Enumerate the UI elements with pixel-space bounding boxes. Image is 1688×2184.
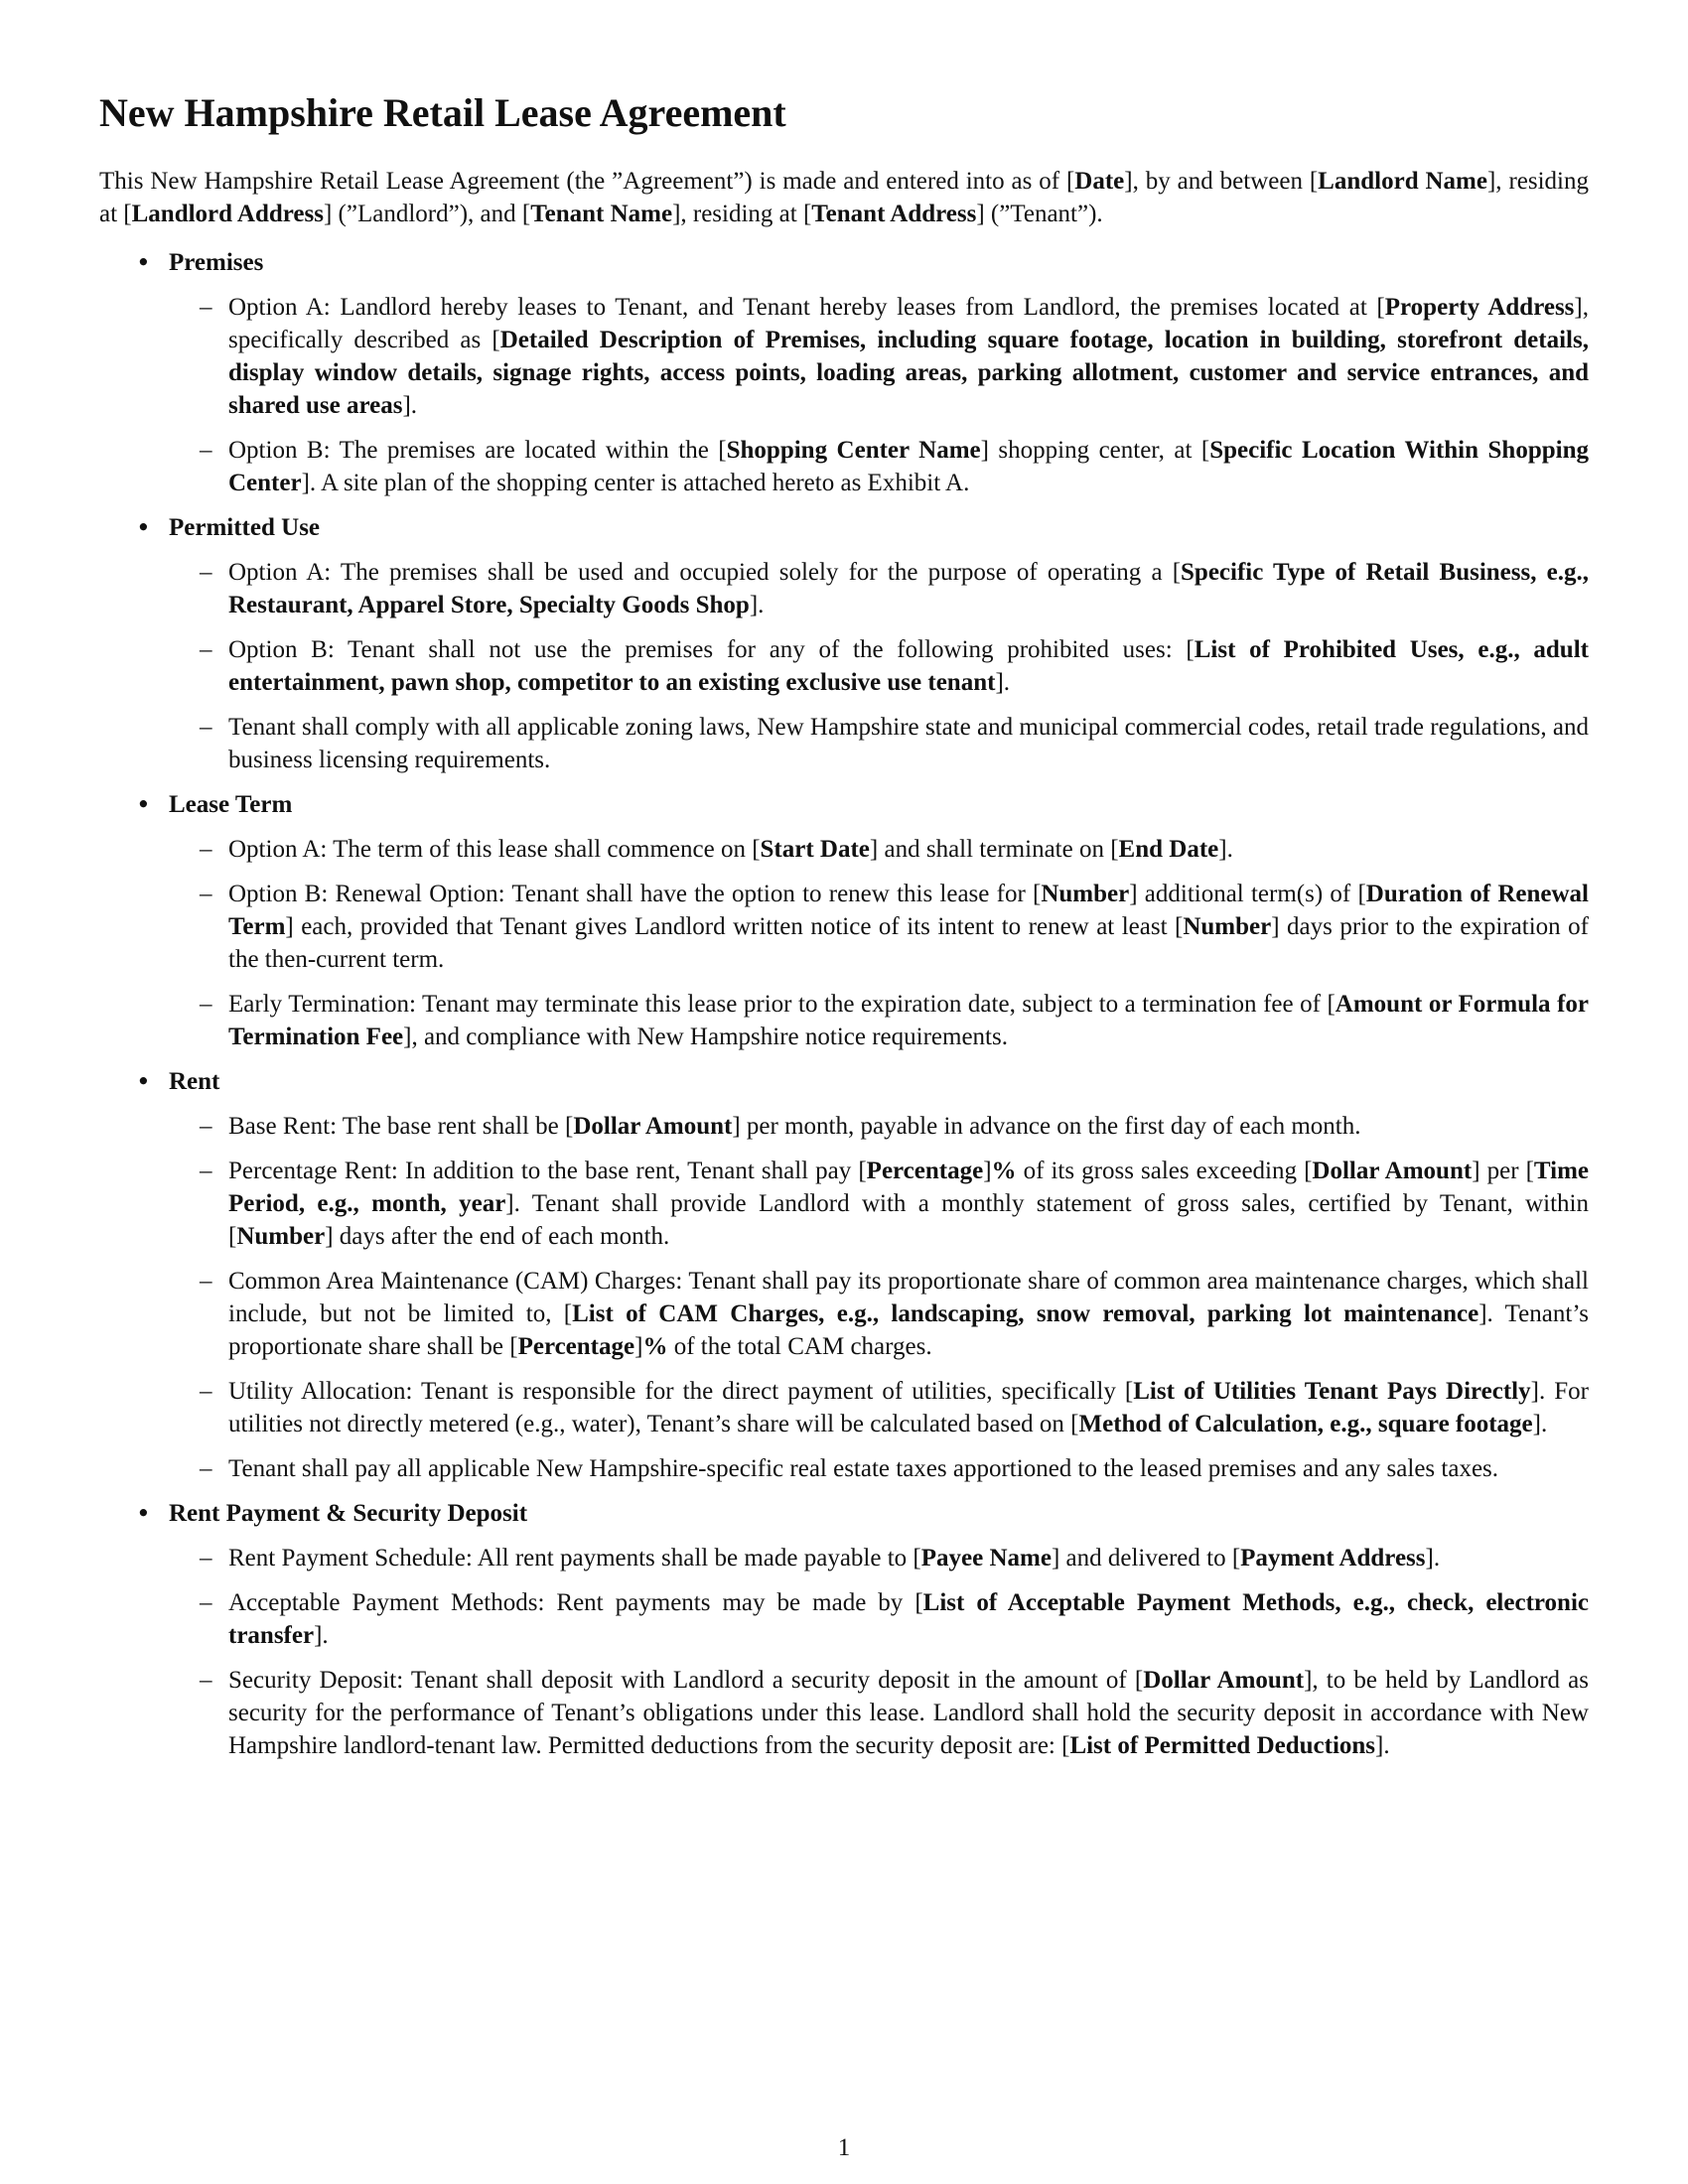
clause-items	[169, 556, 1589, 776]
text-run: ].	[1375, 1732, 1390, 1759]
placeholder-field: Number	[236, 1223, 326, 1250]
bullet-icon: •	[136, 248, 151, 277]
clause-items	[169, 1542, 1589, 1762]
placeholder-field: Dollar Amount	[1143, 1667, 1305, 1694]
text-run: ] each, provided that Tenant gives Landlord written notice of its intent to renew at least [	[285, 913, 1184, 940]
text-run: This New Hampshire Retail Lease Agreement (the ”Agreement”) is made and entered into as of [	[99, 168, 1075, 195]
placeholder-field: %	[642, 1333, 668, 1360]
clause-item	[169, 1110, 1589, 1143]
clause-item	[169, 711, 1589, 776]
placeholder-field: Percentage	[517, 1333, 635, 1360]
text-run: Option A: The term of this lease shall commence on [	[228, 836, 761, 863]
text-run: Option A: The premises shall be used and occupied solely for the purpose of operating a [	[228, 559, 1182, 586]
dash-icon: –	[200, 1545, 212, 1571]
section-title: Lease Term	[169, 791, 293, 818]
placeholder-field: %	[991, 1158, 1017, 1184]
placeholder-field: Percentage	[866, 1158, 984, 1184]
text-run: ]. For utilities not directly metered (e.g., water), Tenant’s share will be calculated based on [	[228, 1378, 1589, 1437]
text-run: ].	[1425, 1545, 1441, 1571]
placeholder-field: Start Date	[760, 836, 870, 863]
text-run: ].	[402, 392, 418, 419]
text-run: of the total CAM charges.	[667, 1333, 932, 1360]
section-title: Rent	[169, 1068, 220, 1095]
text-run: ] (”Landlord”), and [	[323, 201, 531, 227]
text-run: ]. Tenant’s proportionate share shall be [	[228, 1300, 1589, 1360]
placeholder-field: Detailed Description of Premises, including square footage, location in building, storefront details, display window details, signage rights, access points, loading areas, parking allotment, customer and service entrances, and shared use areas	[228, 327, 1589, 419]
text-run: Security Deposit: Tenant shall deposit with Landlord a security deposit in the amount of [	[228, 1667, 1144, 1694]
text-run: ].	[1218, 836, 1233, 863]
clause-item	[169, 988, 1589, 1053]
bullet-icon: •	[136, 513, 151, 542]
section-rent-payment-security-deposit	[99, 1497, 1589, 1762]
dash-icon: –	[200, 1667, 212, 1694]
text-run: ] shopping center, at [	[980, 437, 1210, 464]
text-run: ], residing at [	[672, 201, 812, 227]
dash-icon: –	[200, 559, 212, 586]
intro-paragraph	[99, 165, 1589, 230]
text-run: Option A: Landlord hereby leases to Tenant, and Tenant hereby leases from Landlord, the premises located at [	[228, 294, 1385, 321]
clause-item	[169, 1586, 1589, 1652]
text-run: ] per month, payable in advance on the first day of each month.	[732, 1113, 1361, 1140]
dash-icon: –	[200, 636, 212, 663]
text-run: ] days after the end of each month.	[325, 1223, 670, 1250]
text-run: ]	[634, 1333, 643, 1360]
text-run: Early Termination: Tenant may terminate this lease prior to the expiration date, subject to a termination fee of [	[228, 991, 1336, 1018]
clause-items	[169, 833, 1589, 1053]
text-run: Option B: Renewal Option: Tenant shall have the option to renew this lease for [	[228, 881, 1042, 907]
placeholder-field: Method of Calculation, e.g., square footage	[1078, 1411, 1533, 1437]
text-run: ].	[314, 1622, 329, 1649]
text-run: ] additional term(s) of [	[1129, 881, 1366, 907]
section-title: Premises	[169, 249, 264, 276]
document-title: New Hampshire Retail Lease Agreement	[99, 90, 786, 135]
text-run: of its gross sales exceeding [	[1016, 1158, 1313, 1184]
text-run: ], specifically described as [	[228, 294, 1589, 353]
placeholder-field: Number	[1041, 881, 1130, 907]
placeholder-field: Landlord Name	[1318, 168, 1487, 195]
clause-item	[169, 1155, 1589, 1253]
bullet-icon: •	[136, 1067, 151, 1096]
text-run: Utility Allocation: Tenant is responsible for the direct payment of utilities, specifically [	[228, 1378, 1134, 1405]
dash-icon: –	[200, 881, 212, 907]
clause-item	[169, 1265, 1589, 1363]
clause-item	[169, 633, 1589, 699]
dash-icon: –	[200, 1113, 212, 1140]
placeholder-field: Date	[1074, 168, 1125, 195]
bullet-icon: •	[136, 1499, 151, 1528]
clause-item	[169, 1664, 1589, 1762]
placeholder-field: End Date	[1118, 836, 1219, 863]
placeholder-field: List of Acceptable Payment Methods, e.g., check, electronic transfer	[228, 1589, 1589, 1649]
section-permitted-use	[99, 511, 1589, 776]
placeholder-field: Tenant Address	[811, 201, 977, 227]
text-run: Tenant shall pay all applicable New Hampshire-specific real estate taxes apportioned to the leased premises and any sales taxes.	[228, 1455, 1499, 1482]
section-title: Permitted Use	[169, 514, 321, 541]
section-premises	[99, 246, 1589, 499]
text-run: Tenant shall comply with all applicable zoning laws, New Hampshire state and municipal commercial codes, retail trade regulations, and business licensing requirements.	[228, 714, 1589, 773]
dash-icon: –	[200, 836, 212, 863]
text-run: ] days prior to the expiration of the then-current term.	[228, 913, 1589, 973]
dash-icon: –	[200, 1378, 212, 1405]
text-run: Rent Payment Schedule: All rent payments shall be made payable to [	[228, 1545, 921, 1571]
text-run: ] per [	[1472, 1158, 1534, 1184]
clause-items	[169, 1110, 1589, 1485]
text-run: ] and delivered to [	[1051, 1545, 1241, 1571]
text-run: Percentage Rent: In addition to the base rent, Tenant shall pay [	[228, 1158, 867, 1184]
text-run: ].	[1532, 1411, 1548, 1437]
dash-icon: –	[200, 1589, 212, 1616]
dash-icon: –	[200, 1268, 212, 1295]
dash-icon: –	[200, 1158, 212, 1184]
clause-item	[169, 1452, 1589, 1485]
text-run: ], by and between [	[1124, 168, 1319, 195]
document-page	[99, 79, 1589, 2105]
placeholder-field: Shopping Center Name	[726, 437, 981, 464]
placeholder-field: Time Period, e.g., month, year	[228, 1158, 1589, 1217]
text-run: Option B: The premises are located within the [	[228, 437, 727, 464]
dash-icon: –	[200, 437, 212, 464]
clause-item	[169, 878, 1589, 976]
clause-item	[169, 1542, 1589, 1574]
placeholder-field: Specific Type of Retail Business, e.g., Restaurant, Apparel Store, Specialty Goods Shop	[228, 559, 1589, 618]
text-run: ]	[983, 1158, 992, 1184]
clause-item	[169, 1375, 1589, 1440]
text-run: Acceptable Payment Methods: Rent payments may be made by [	[228, 1589, 923, 1616]
clause-item	[169, 434, 1589, 499]
section-rent	[99, 1065, 1589, 1485]
placeholder-field: Dollar Amount	[573, 1113, 733, 1140]
placeholder-field: Dollar Amount	[1312, 1158, 1473, 1184]
section-lease-term	[99, 788, 1589, 1053]
placeholder-field: Specific Location Within Shopping Center	[228, 437, 1589, 496]
text-run: ].	[749, 592, 765, 618]
placeholder-field: List of Permitted Deductions	[1069, 1732, 1376, 1759]
dash-icon: –	[200, 714, 212, 741]
text-run: ] and shall terminate on [	[869, 836, 1119, 863]
dash-icon: –	[200, 294, 212, 321]
placeholder-field: Payment Address	[1240, 1545, 1426, 1571]
clause-list	[99, 246, 1589, 1762]
text-run: ], and compliance with New Hampshire notice requirements.	[403, 1024, 1008, 1050]
text-run: ].	[995, 669, 1011, 696]
bullet-icon: •	[136, 790, 151, 819]
text-run: ]. A site plan of the shopping center is attached hereto as Exhibit A.	[301, 470, 970, 496]
placeholder-field: Amount or Formula for Termination Fee	[228, 991, 1589, 1050]
placeholder-field: Number	[1183, 913, 1272, 940]
page-number: 1	[837, 2134, 851, 2161]
text-run: ], to be held by Landlord as security for the performance of Tenant’s obligations under this lease. Landlord shall hold the security deposit in accordance with New Hampshire landlord-tenant law. Permitted deductions from the security deposit are: [	[228, 1667, 1589, 1759]
placeholder-field: List of CAM Charges, e.g., landscaping, snow removal, parking lot maintenance	[572, 1300, 1479, 1327]
placeholder-field: Property Address	[1384, 294, 1575, 321]
placeholder-field: Payee Name	[920, 1545, 1052, 1571]
text-run: ]. Tenant shall provide Landlord with a monthly statement of gross sales, certified by Tenant, within [	[228, 1190, 1589, 1250]
clause-item	[169, 291, 1589, 422]
placeholder-field: List of Prohibited Uses, e.g., adult entertainment, pawn shop, competitor to an existing exclusive use tenant	[228, 636, 1589, 696]
text-run: Common Area Maintenance (CAM) Charges: Tenant shall pay its proportionate share of common area maintenance charges, which shall include, but not be limited to, [	[228, 1268, 1589, 1327]
section-title: Rent Payment & Security Deposit	[169, 1500, 528, 1527]
placeholder-field: List of Utilities Tenant Pays Directly	[1133, 1378, 1531, 1405]
dash-icon: –	[200, 1455, 212, 1482]
placeholder-field: Duration of Renewal Term	[228, 881, 1589, 940]
clause-item	[169, 556, 1589, 621]
text-run: Option B: Tenant shall not use the premises for any of the following prohibited uses: [	[228, 636, 1195, 663]
clause-items	[169, 291, 1589, 499]
placeholder-field: Landlord Address	[131, 201, 324, 227]
clause-item	[169, 833, 1589, 866]
text-run: ] (”Tenant”).	[976, 201, 1103, 227]
dash-icon: –	[200, 991, 212, 1018]
placeholder-field: Tenant Name	[530, 201, 673, 227]
text-run: ], residing at [	[99, 168, 1590, 227]
text-run: Base Rent: The base rent shall be [	[228, 1113, 574, 1140]
